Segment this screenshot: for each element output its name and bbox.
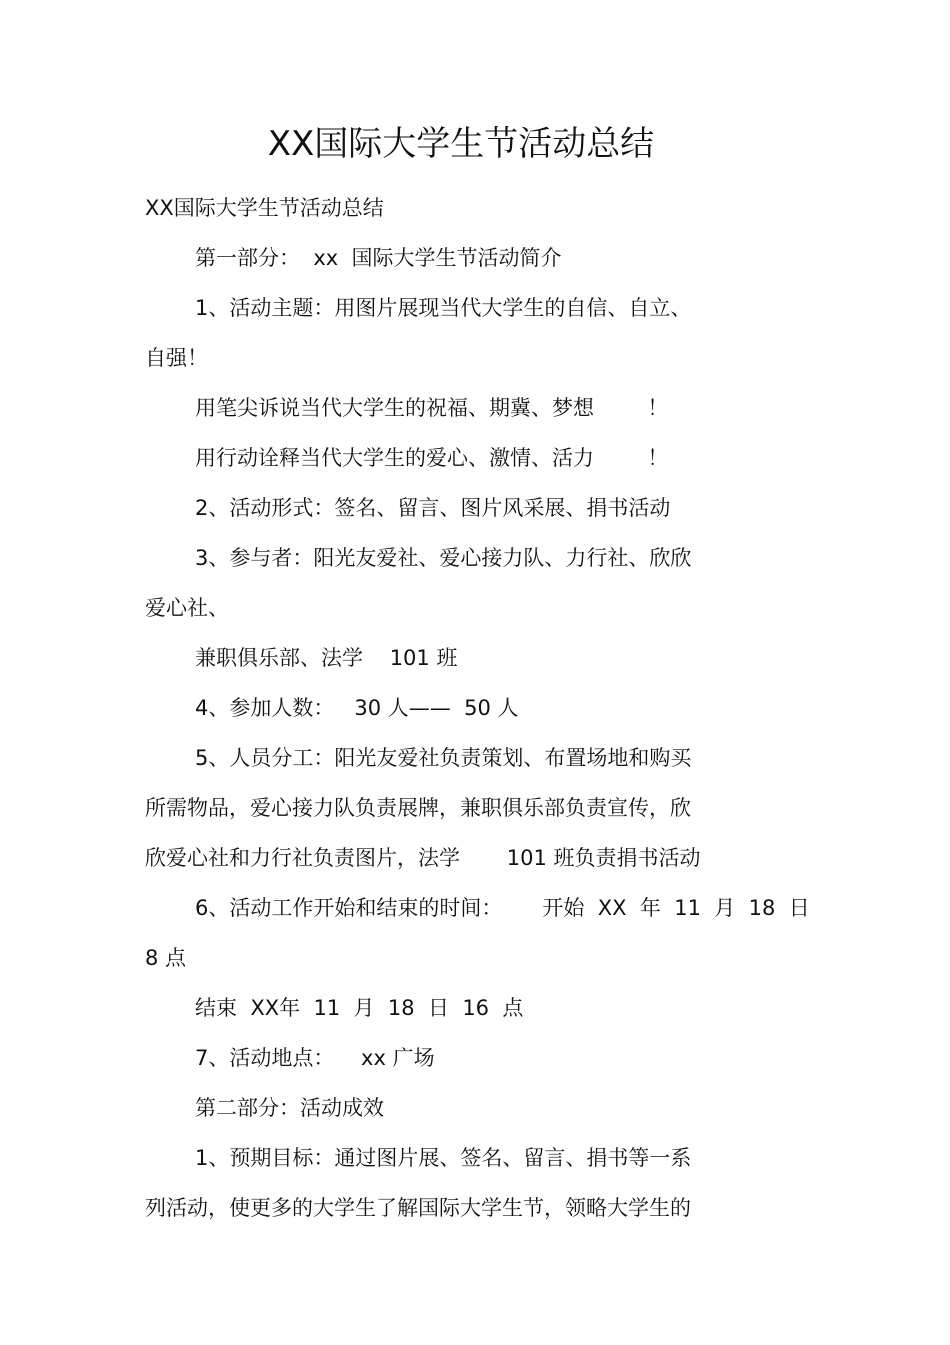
text-line: 6、活动工作开始和结束的时间： 开始 XX 年 11 月 18 日	[195, 896, 810, 920]
text-line: 列活动，使更多的大学生了解国际大学生节，领略大学生的	[145, 1196, 691, 1220]
document-title: XX国际大学生节活动总结	[267, 124, 655, 164]
text-line: XX国际大学生节活动总结	[145, 196, 384, 220]
text-line: 所需物品，爱心接力队负责展牌，兼职俱乐部负责宣传，欣	[145, 796, 691, 820]
section-heading: 第一部分： xx 国际大学生节活动简介	[195, 246, 562, 270]
text-line: 8 点	[145, 946, 187, 970]
text-line: 5、人员分工：阳光友爱社负责策划、布置场地和购买	[195, 746, 692, 770]
text-line: 用行动诠释当代大学生的爱心、激情、活力 ！	[195, 446, 669, 470]
text-line: 7、活动地点： xx 广场	[195, 1046, 435, 1070]
text-line: 结束 XX年 11 月 18 日 16 点	[195, 996, 524, 1020]
text-line: 欣爱心社和力行社负责图片，法学 101 班负责捐书活动	[145, 846, 701, 870]
text-line: 2、活动形式：签名、留言、图片风采展、捐书活动	[195, 496, 671, 520]
text-line: 1、预期目标：通过图片展、签名、留言、捐书等一系	[195, 1146, 692, 1170]
text-line: 兼职俱乐部、法学 101 班	[195, 646, 458, 670]
text-line: 1、活动主题：用图片展现当代大学生的自信、自立、	[195, 296, 692, 320]
text-line: 3、参与者：阳光友爱社、爱心接力队、力行社、欣欣	[195, 546, 692, 570]
text-line: 4、参加人数： 30 人—— 50 人	[195, 696, 519, 720]
text-line: 用笔尖诉说当代大学生的祝福、期冀、梦想 ！	[195, 396, 669, 420]
section-heading: 第二部分：活动成效	[195, 1096, 384, 1120]
text-line: 自强！	[145, 346, 208, 370]
text-line: 爱心社、	[145, 596, 229, 620]
